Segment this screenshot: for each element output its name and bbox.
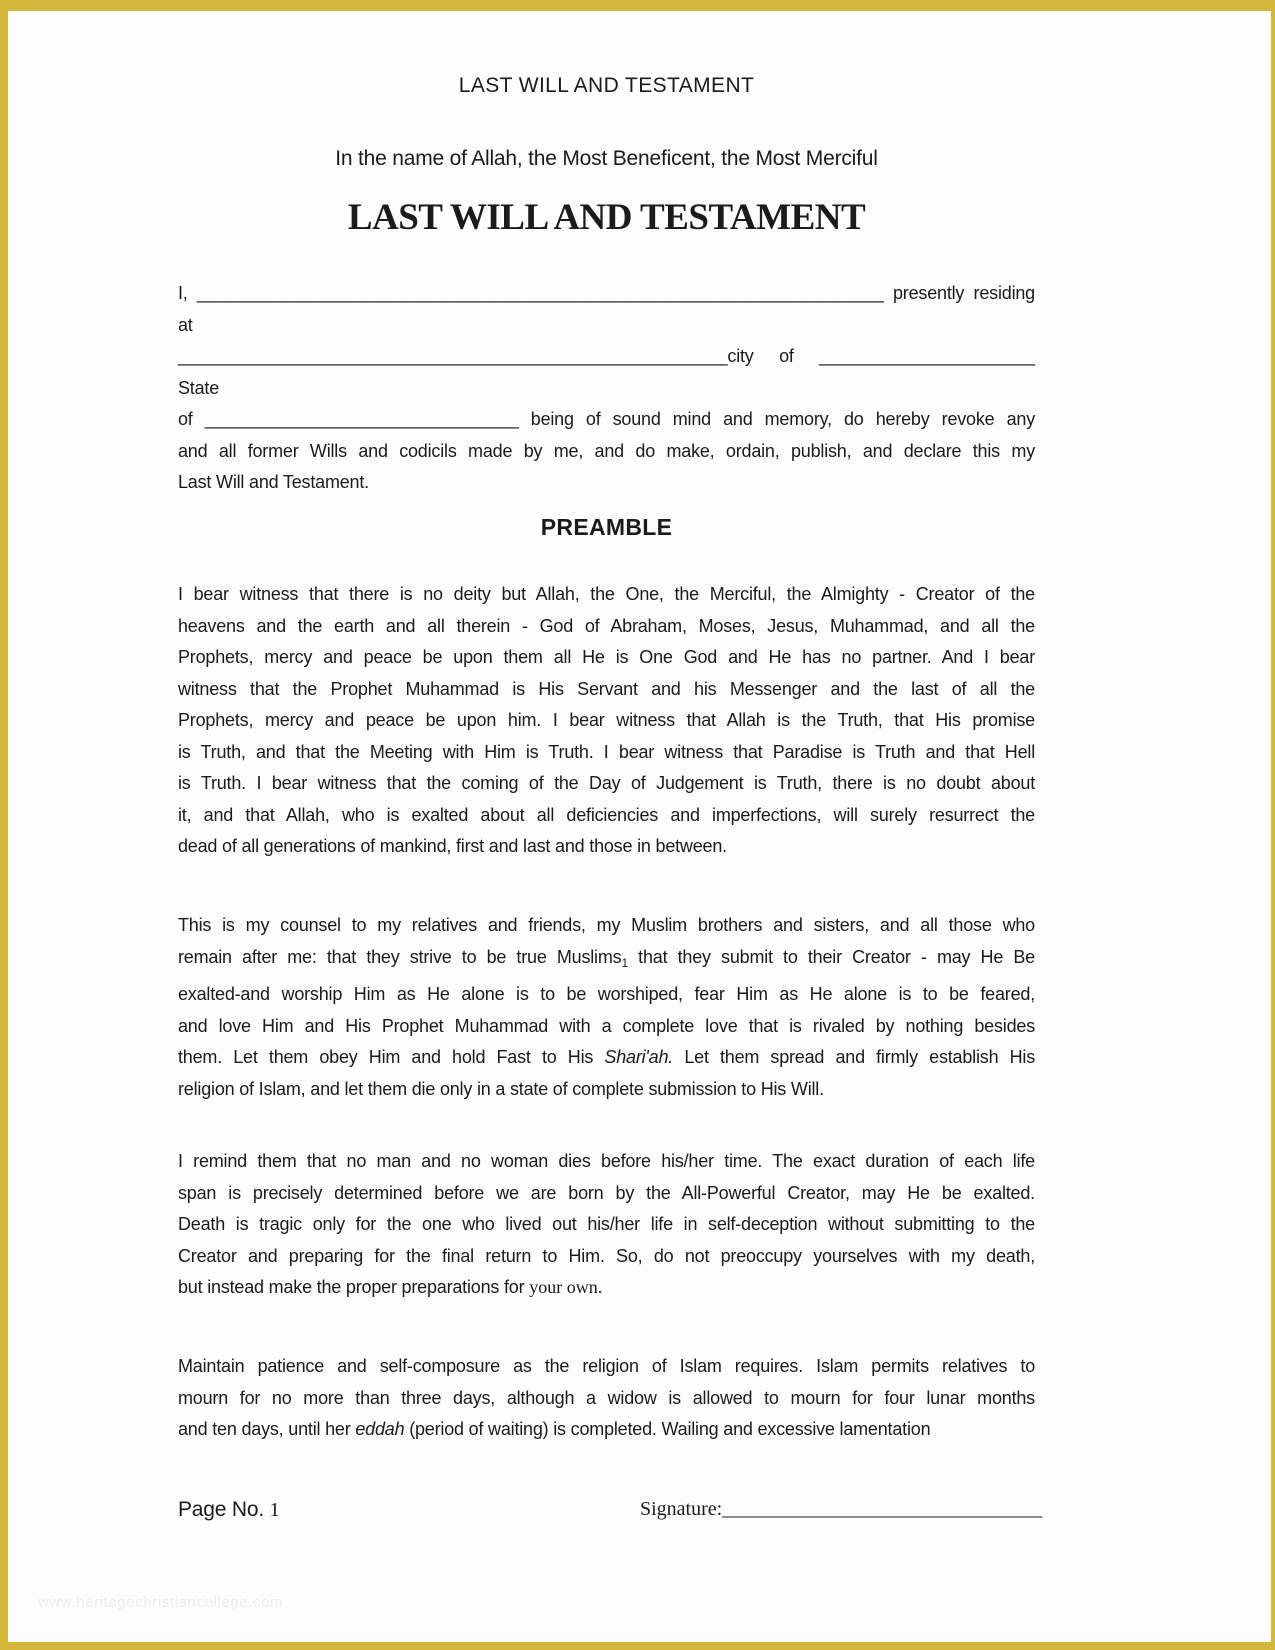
- text-line: religion of Islam, and let them die only in a state of complete submission to His Will.: [178, 1078, 824, 1099]
- text-line: witness that the Prophet Muhammad is His Servant and his Messenger and the last of all the: [178, 678, 1035, 699]
- text-segment: that they submit to their Creator - may He Be: [627, 946, 1035, 967]
- text-line: span is precisely determined before we are born by the All-Powerful Creator, may He be exalted.: [178, 1182, 1035, 1203]
- text-line: is Truth. I bear witness that the coming of the Day of Judgement is Truth, there is no doubt about: [178, 773, 1035, 793]
- text-segment: and ten days, until her: [178, 1419, 356, 1439]
- text-line: Prophets, mercy and peace be upon them all He is One God and He has no partner. And I bear: [178, 647, 1035, 667]
- page-title: LAST WILL AND TESTAMENT: [347, 197, 866, 238]
- signature-line: ________________________________: [722, 1498, 1043, 1520]
- signature-label: Signature:: [640, 1498, 723, 1520]
- preamble-paragraph-3: [178, 1146, 1035, 1304]
- text-line: it, and that Allah, who is exalted about all deficiencies and imperfections, will surely resurrect the: [178, 804, 1035, 825]
- text-line: I remind them that no man and no woman dies before his/her time. The exact duration of each life: [178, 1151, 1035, 1171]
- document-header-label: LAST WILL AND TESTAMENT: [458, 74, 755, 97]
- opening-declaration-paragraph: [178, 278, 1035, 499]
- emphasized-text: your own.: [529, 1277, 603, 1297]
- page-number-value: 1: [269, 1499, 280, 1521]
- text-line: I, ______________________________________________________________________ presently residing at: [178, 283, 1035, 335]
- text-segment: Let them spread and firmly establish His: [673, 1047, 1035, 1067]
- text-line: dead of all generations of mankind, first and last and those in between.: [178, 836, 727, 856]
- text-line: [178, 942, 1035, 980]
- text-line: exalted-and worship Him as He alone is to be worshiped, fear Him as He alone is to be feared,: [178, 984, 1035, 1004]
- invocation-line: In the name of Allah, the Most Beneficent, the Most Merciful: [335, 147, 878, 170]
- text-line: [178, 1414, 1035, 1446]
- text-line: Maintain patience and self-composure as the religion of Islam requires. Islam permits relatives to: [178, 1356, 1035, 1376]
- text-line: ________________________________________________________city of ______________________ State: [178, 346, 1035, 398]
- text-segment: remain after me: that they strive to be true Muslims: [178, 946, 622, 967]
- text-line: [178, 1042, 1035, 1074]
- text-segment: them. Let them obey Him and hold Fast to His: [178, 1047, 605, 1067]
- emphasized-text: Shari'ah.: [604, 1047, 674, 1067]
- page-number-label: Page No.: [178, 1498, 264, 1521]
- text-line: Death is tragic only for the one who lived out his/her life in self-deception without submitting to the: [178, 1214, 1035, 1234]
- text-line: and all former Wills and codicils made by me, and do make, ordain, publish, and declare this my: [178, 440, 1035, 461]
- text-line: This is my counsel to my relatives and friends, my Muslim brothers and sisters, and all those who: [178, 915, 1035, 935]
- emphasized-text: eddah: [355, 1419, 405, 1439]
- text-line: of ________________________________ being of sound mind and memory, do hereby revoke any: [178, 409, 1035, 429]
- text-segment: 1: [621, 955, 628, 970]
- signature-block: [640, 1498, 1042, 1521]
- watermark-text: www.heritagechristiancollege.com: [38, 1594, 284, 1611]
- preamble-paragraph-1: [178, 579, 1035, 863]
- text-line: and love Him and His Prophet Muhammad with a complete love that is rivaled by nothing besides: [178, 1015, 1035, 1036]
- text-line: Last Will and Testament.: [178, 472, 369, 492]
- text-segment: (period of waiting) is completed. Wailing and excessive lamentation: [404, 1419, 931, 1439]
- text-line: I bear witness that there is no deity but Allah, the One, the Merciful, the Almighty - Creator of the: [178, 584, 1035, 604]
- preamble-heading: PREAMBLE: [540, 514, 673, 540]
- preamble-paragraph-2: [178, 910, 1035, 1105]
- page-number: [178, 1498, 280, 1522]
- text-line: mourn for no more than three days, although a widow is allowed to mourn for four lunar months: [178, 1387, 1035, 1408]
- text-line: heavens and the earth and all therein - God of Abraham, Moses, Jesus, Muhammad, and all the: [178, 615, 1035, 636]
- text-line: Creator and preparing for the final return to Him. So, do not preoccupy yourselves with my death,: [178, 1245, 1035, 1266]
- text-line: Prophets, mercy and peace be upon him. I bear witness that Allah is the Truth, that His promise: [178, 710, 1035, 730]
- text-segment: but instead make the proper preparations for: [178, 1277, 530, 1297]
- text-line: [178, 1272, 1035, 1304]
- preamble-paragraph-4: [178, 1351, 1035, 1446]
- text-line: is Truth, and that the Meeting with Him is Truth. I bear witness that Paradise is Truth and that Hell: [178, 741, 1035, 762]
